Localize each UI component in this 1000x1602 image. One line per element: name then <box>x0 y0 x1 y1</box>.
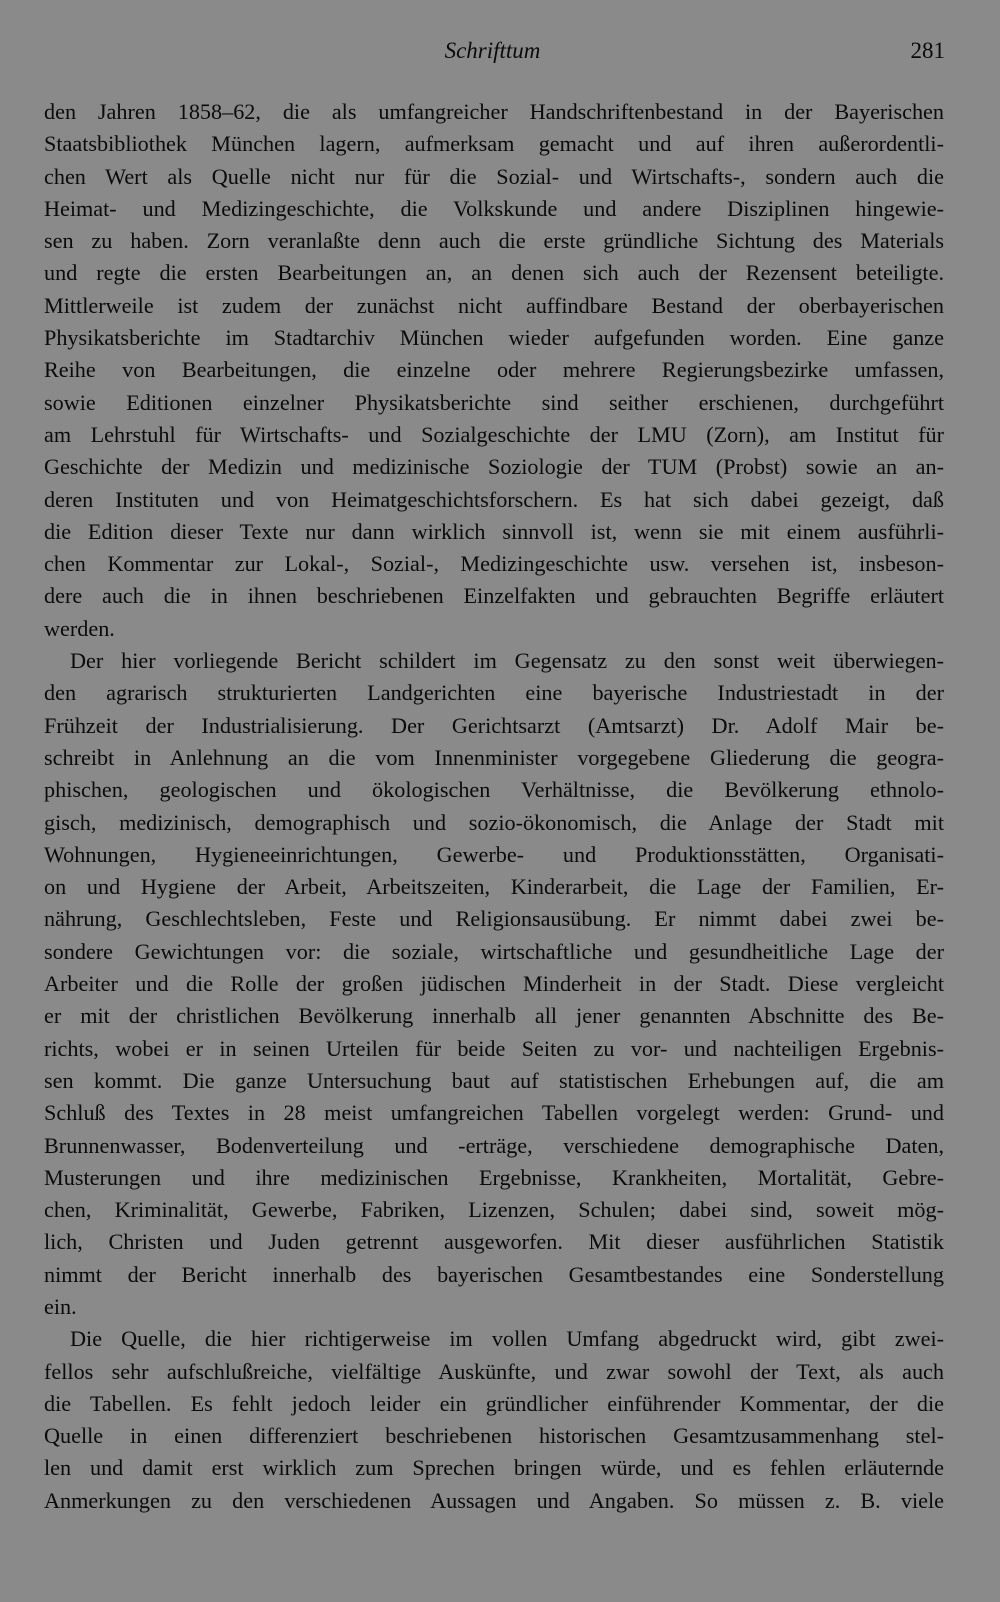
text-line: Mittlerweile ist zudem der zunächst nicht auffindbare Bestand der oberbayerischen <box>44 292 944 318</box>
text-line: Anmerkungen zu den verschiedenen Aussagen und Angaben. So müssen z. B. viele <box>44 1487 944 1513</box>
text-line: nährung, Geschlechtsleben, Feste und Religionsausübung. Er nimmt dabei zwei be- <box>44 906 944 932</box>
text-line: len und damit erst wirklich zum Sprechen bringen würde, und es fehlen erläuternde <box>44 1455 944 1481</box>
body-text <box>44 96 944 1517</box>
text-line: Der hier vorliegende Bericht schildert im Gegensatz zu den sonst weit überwiegen- <box>70 648 944 674</box>
text-line: deren Instituten und von Heimatgeschichtsforschern. Es hat sich dabei gezeigt, daß <box>44 486 944 512</box>
text-line: Physikatsberichte im Stadtarchiv München wieder aufgefunden worden. Eine ganze <box>44 325 944 351</box>
text-line: Musterungen und ihre medizinischen Ergebnisse, Krankheiten, Mortalität, Gebre- <box>44 1164 944 1190</box>
text-line: dere auch die in ihnen beschriebenen Einzelfakten und gebrauchten Begriffe erläutert <box>44 583 944 609</box>
text-line: Brunnenwasser, Bodenverteilung und -erträge, verschiedene demographische Daten, <box>44 1132 944 1158</box>
running-title: Schrifttum <box>444 38 541 63</box>
text-line: sen zu haben. Zorn veranlaßte denn auch die erste gründliche Sichtung des Materials <box>44 228 944 254</box>
text-line: chen Kommentar zur Lokal-, Sozial-, Medizingeschichte usw. versehen ist, insbeson- <box>44 551 944 577</box>
text-line: gisch, medizinisch, demographisch und sozio-ökonomisch, die Anlage der Stadt mit <box>44 809 944 835</box>
text-line: fellos sehr aufschlußreiche, vielfältige Auskünfte, und zwar sowohl der Text, als auch <box>44 1358 944 1384</box>
text-line: nimmt der Bericht innerhalb des bayerischen Gesamtbestandes eine Sonderstellung <box>44 1261 944 1287</box>
text-line: den agrarisch strukturierten Landgerichten eine bayerische Industriestadt in der <box>44 680 944 706</box>
paragraph <box>44 645 944 1323</box>
text-line: sondere Gewichtungen vor: die soziale, wirtschaftliche und gesundheitliche Lage der <box>44 938 944 964</box>
page-number: 281 <box>910 38 945 63</box>
text-line: die Edition dieser Texte nur dann wirklich sinnvoll ist, wenn sie mit einem ausführli- <box>44 518 944 544</box>
text-line: werden. <box>44 615 115 641</box>
text-line: und regte die ersten Bearbeitungen an, an denen sich auch der Rezensent beteiligte. <box>44 260 944 286</box>
text-line: Frühzeit der Industrialisierung. Der Gerichtsarzt (Amtsarzt) Dr. Adolf Mair be- <box>44 712 944 738</box>
text-line: Arbeiter und die Rolle der großen jüdischen Minderheit in der Stadt. Diese vergleicht <box>44 971 944 997</box>
text-line: Geschichte der Medizin und medizinische Soziologie der TUM (Probst) sowie an an- <box>44 454 944 480</box>
text-line: phischen, geologischen und ökologischen Verhältnisse, die Bevölkerung ethnolo- <box>44 777 944 803</box>
text-line: Schluß des Textes in 28 meist umfangreichen Tabellen vorgelegt werden: Grund- und <box>44 1100 944 1126</box>
text-line: Reihe von Bearbeitungen, die einzelne oder mehrere Regierungsbezirke umfassen, <box>44 357 944 383</box>
text-line: sen kommt. Die ganze Untersuchung baut auf statistischen Erhebungen auf, die am <box>44 1067 944 1093</box>
text-line: er mit der christlichen Bevölkerung innerhalb all jener genannten Abschnitte des Be- <box>44 1003 944 1029</box>
text-line: am Lehrstuhl für Wirtschafts- und Sozialgeschichte der LMU (Zorn), am Institut für <box>44 421 944 447</box>
text-line: chen Wert als Quelle nicht nur für die Sozial- und Wirtschafts-, sondern auch die <box>44 163 944 189</box>
running-head <box>40 34 945 68</box>
paragraph <box>44 96 944 645</box>
text-line: Staatsbibliothek München lagern, aufmerksam gemacht und auf ihren außerordentli- <box>44 131 944 157</box>
text-line: Heimat- und Medizingeschichte, die Volkskunde und andere Disziplinen hingewie- <box>44 195 944 221</box>
text-line: ein. <box>44 1293 77 1319</box>
text-line: die Tabellen. Es fehlt jedoch leider ein gründlicher einführender Kommentar, der die <box>44 1390 944 1416</box>
text-line: richts, wobei er in seinen Urteilen für beide Seiten zu vor- und nachteiligen Ergebnis- <box>44 1035 944 1061</box>
text-line: den Jahren 1858–62, die als umfangreicher Handschriftenbestand in der Bayerischen <box>44 99 944 124</box>
text-line: chen, Kriminalität, Gewerbe, Fabriken, Lizenzen, Schulen; dabei sind, soweit mög- <box>44 1197 944 1223</box>
text-line: Quelle in einen differenziert beschriebenen historischen Gesamtzusammenhang stel- <box>44 1423 944 1449</box>
text-line: Die Quelle, die hier richtigerweise im vollen Umfang abgedruckt wird, gibt zwei- <box>70 1326 944 1352</box>
text-line: lich, Christen und Juden getrennt ausgeworfen. Mit dieser ausführlichen Statistik <box>44 1229 944 1255</box>
text-line: schreibt in Anlehnung an die vom Innenminister vorgegebene Gliederung die geogra- <box>44 744 944 770</box>
text-line: sowie Editionen einzelner Physikatsberichte sind seither erschienen, durchgeführt <box>44 389 944 415</box>
text-line: Wohnungen, Hygieneeinrichtungen, Gewerbe- und Produktionsstätten, Organisati- <box>44 841 944 867</box>
paragraph <box>44 1323 944 1517</box>
text-line: on und Hygiene der Arbeit, Arbeitszeiten, Kinderarbeit, die Lage der Familien, Er- <box>44 874 944 900</box>
